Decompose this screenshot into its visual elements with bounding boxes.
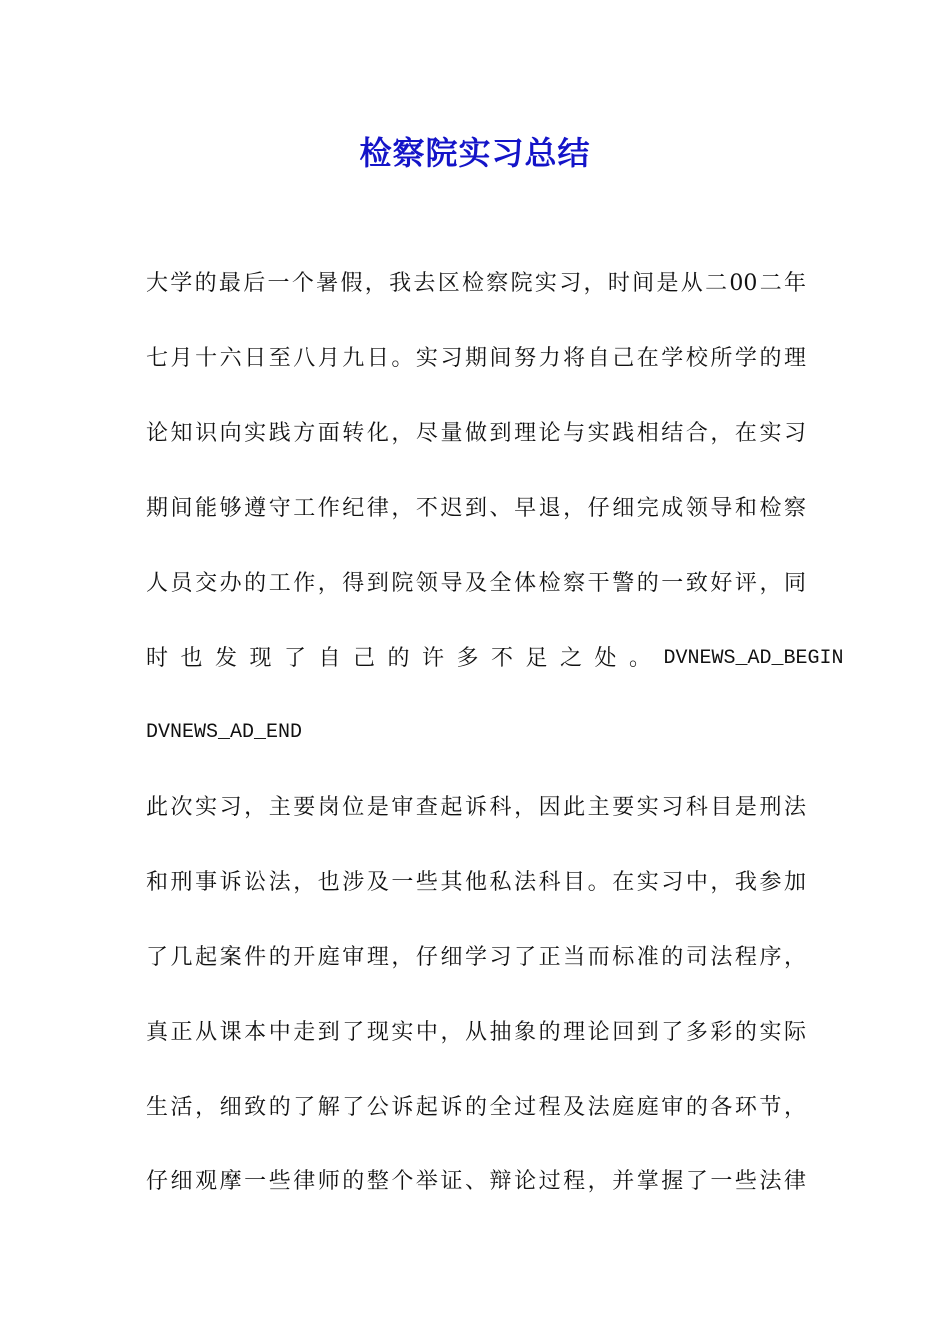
paragraph-line: 此次实习，主要岗位是审查起诉科，因此主要实习科目是刑法 [146,795,806,820]
ad-begin-marker: DVNEWS_AD_BEGIN [663,647,844,670]
paragraph-line: 论知识向实践方面转化，尽量做到理论与实践相结合，在实习 [146,421,806,446]
paragraph-line: 期间能够遵守工作纪律，不迟到、早退，仔细完成领导和检察 [146,496,806,521]
paragraph-text: 时也发现了自己的许多不足之处。 [146,646,664,671]
paragraph-line: 七月十六日至八月九日。实习期间努力将自己在学校所学的理 [146,346,806,371]
paragraph-line: 人员交办的工作，得到院领导及全体检察干警的一致好评，同 [146,571,806,596]
paragraph-line: 和刑事诉讼法，也涉及一些其他私法科目。在实习中，我参加 [146,870,806,895]
paragraph-line [146,639,844,679]
paragraph-line: 仔细观摩一些律师的整个举证、辩论过程，并掌握了一些法律 [146,1169,806,1194]
paragraph-line: 了几起案件的开庭审理，仔细学习了正当而标准的司法程序， [146,945,806,970]
ad-end-marker: DVNEWS_AD_END [146,721,303,744]
paragraph-line: 大学的最后一个暑假，我去区检察院实习，时间是从二00二年 [146,271,806,296]
paragraph-line: 真正从课本中走到了现实中，从抽象的理论回到了多彩的实际 [146,1020,806,1045]
paragraph-line: 生活，细致的了解了公诉起诉的全过程及法庭庭审的各环节， [146,1095,806,1120]
document-title: 检察院实习总结 [359,134,591,172]
